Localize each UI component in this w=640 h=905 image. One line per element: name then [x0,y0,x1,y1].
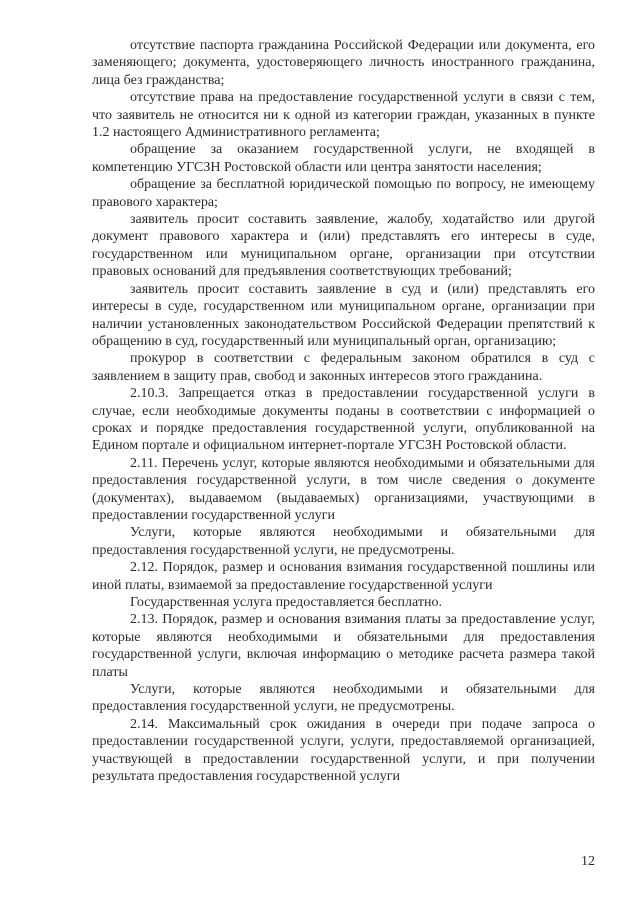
section-heading: 2.14. Максимальный срок ожидания в очереди при подаче запроса о предоставлении государственной услуги, услуги, предоставляемой организацией, участвующей в предоставлении государственной услуги, и при получении результата предоставления государственной услуги [92,716,595,785]
paragraph: Услуги, которые являются необходимыми и обязательными для предоставления государственной услуги, не предусмотрены. [92,682,595,715]
section-heading: 2.13. Порядок, размер и основания взимания платы за предоставление услуг, которые являются необходимыми и обязательными для предоставления государственной услуги, включая информацию о методике расчета размера такой платы [92,612,595,680]
section-heading: 2.11. Перечень услуг, которые являются необходимыми и обязательными для предоставления государственной услуги, в том числе сведения о документе (документах), выдаваемом (выдаваемых) организациями, участвующими в предоставлении государственной услуги [92,455,595,523]
document-body [92,37,595,785]
paragraph: Государственная услуга предоставляется бесплатно. [130,595,442,610]
paragraph: Услуги, которые являются необходимыми и обязательными для предоставления государственной услуги, не предусмотрены. [92,525,595,558]
paragraph: отсутствие паспорта гражданина Российской Федерации или документа, его заменяющего; документа, удостоверяющего личность иностранного гражданина, лица без гражданства; [92,38,595,88]
page-number: 12 [581,854,595,869]
paragraph: отсутствие права на предоставление государственной услуги в связи с тем, что заявитель не относится ни к одной из категории граждан, указанных в пункте 1.2 настоящего Административного регламента; [92,90,595,141]
paragraph: 2.10.3. Запрещается отказ в предоставлении государственной услуги в случае, если необходимые документы поданы в соответствии с информацией о сроках и порядке предоставления государственной услуги, опубликованной на Едином портале и официальном интернет-портале УГСЗН Ростовской области. [92,386,595,454]
paragraph: заявитель просит составить заявление, жалобу, ходатайство или другой документ правового характера и (или) представлять его интересы в суде, государственном или муниципальном органе, организации при отсутствии правовых оснований для предъявления соответствующих требований; [92,212,595,280]
paragraph: обращение за бесплатной юридической помощью по вопросу, не имеющему правового характера; [92,177,595,210]
section-heading: 2.12. Порядок, размер и основания взимания государственной пошлины или иной платы, взимаемой за предоставление государственной услуги [92,560,595,593]
paragraph: обращение за оказанием государственной услуги, не входящей в компетенцию УГСЗН Ростовской области или центра занятости населения; [92,142,595,175]
paragraph: прокурор в соответствии с федеральным законом обратился в суд с заявлением в защиту прав, свобод и законных интересов этого гражданина. [92,351,595,384]
paragraph: заявитель просит составить заявление в суд и (или) представлять его интересы в суде, государственном или муниципальном органе, организации при наличии установленных законодательством Российской Федерации препятствий к обращению в суд, государственный или муниципальный орган, организацию; [92,281,595,349]
